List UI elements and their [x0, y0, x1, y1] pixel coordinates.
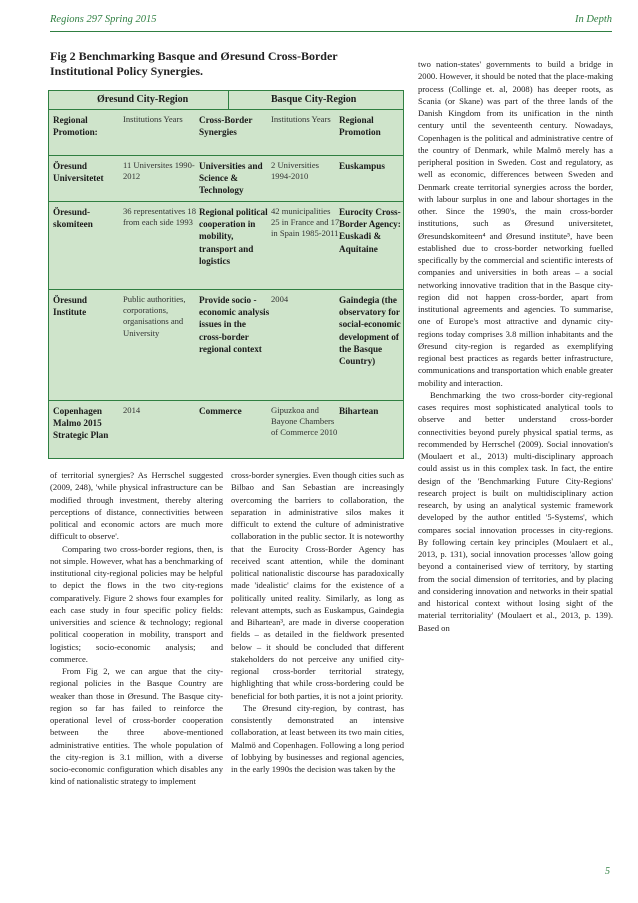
paragraph: From Fig 2, we can argue that the city-regional policies in the Basque Country are weaker than those in Øresund. The Basque city-region so far has failed to reinforce the operational level of cross-border cooperation between the three above-mentioned administrative entities. The whole population of the city-region is 3.1 million, with a diverse socio-economic configuration which disables any kind of nationalistic strategy to implement — [50, 666, 223, 787]
body-column-2 — [231, 469, 404, 775]
cell: Regional political cooperation in mobility, transport and logistics — [199, 207, 268, 266]
cell: Copenhagen Malmo 2015 Strategic Plan — [53, 406, 109, 441]
cell: Provide socio -economic analysis issues in the cross-border regional context — [199, 295, 270, 354]
cell: Bihartean — [339, 406, 379, 416]
body-column-1 — [50, 469, 223, 788]
header-oresund: Øresund City-Region — [97, 94, 189, 105]
journal-header: Regions 297 Spring 2015 — [50, 14, 157, 25]
cell: 42 municipalities 25 in France and 17 in Spain 1985-2011 — [271, 206, 340, 239]
cell: Öresund Institute — [53, 295, 88, 318]
table-header — [49, 91, 403, 110]
header-basque: Basque City-Region — [271, 94, 357, 105]
cell: Cross-Border Synergies — [199, 115, 253, 138]
cell: 36 representatives 18 from each side 1993 — [123, 206, 197, 228]
cell: Institutions Years — [123, 114, 183, 124]
cell: Gipuzkoa and Bayone Chambers of Commerce 2010 — [271, 405, 338, 438]
figure-title: Fig 2 Benchmarking Basque and Øresund Cross-Border Institutional Policy Synergies. — [50, 49, 338, 78]
cell: Universities and Science & Technology — [199, 161, 263, 196]
table-row — [49, 400, 403, 458]
cell: 11 Universites 1990-2012 — [123, 160, 195, 182]
table-row — [49, 109, 403, 156]
cell: Gaindegia (the observatory for social-economic development of the Basque Country) — [339, 295, 401, 367]
cell: 2014 — [123, 405, 141, 415]
paragraph: two nation-states' governments to build a bridge in 2000. However, it should be noted that the place-making process (Collinge et. al, 2008) has deeper roots, as Scania (or Skane) was part of the three lands of the Danish Kingdom from its unification in the ninth century until the seventeenth century. Nowadays, Copenhagen is the political and administrative centre of the country of Denmark, while Malmö merely has a peripheral position in Sweden. Cost and regulatory, as well as economic, differences between Sweden and Denmark create territorial synergies across the border, with labour surplus in one and labour shortages in the other. Since the 1990's, the main cross-border institutions, such as Øresund universitetet, Øresundskomiteen⁴ and Øresund institute⁵, have been established due to cross-border networking fuelled specifically by the commercial and scientific interests of companies and universities in both areas – a social networking innovative tradition that in the Basque city-region did not happen cross-border, apart from institutional agreements and agencies. To summarise, one of Europe's most attractive and dynamic city-regions today comprises 3.8 million inhabitants and the Øresund city-region is regarded as exemplifying regional best practices as regards better infrastructure, communications and transportation which enable greater mobility and interaction. — [418, 59, 613, 388]
benchmark-table — [48, 90, 404, 459]
paragraph: cross-border synergies. Even though cities such as Bilbao and San Sebastian are increasingly overcoming the barriers to collaboration, the separation in administrative silos makes it difficult to extend the culture of administrative collaboration in the public sector. It is noteworthy that the Eurocity Cross-Border Agency has received scant attention, while the dominant political nationalistic discourse has paradoxically made 'idealistic' claims for the existence of a politically united reality. Similarly, as long as relevant attempts, such as Euskampus, Gaindegia and Bihartean³, are made in diverse cooperation fields – as detailed in the fieldwork presented below – it should be concluded that different stakeholders do not perceive any unified city-regional cross-border territorial strategy, highlighting that while cross-bordering could be beneficial for both parties, it is not a joint priority. — [231, 470, 404, 701]
header-rule — [50, 31, 612, 32]
page-number: 5 — [605, 866, 610, 877]
cell: Public authorities, corporations, organisations and University — [123, 294, 186, 338]
body-column-3 — [418, 58, 613, 634]
cell: Euskampus — [339, 161, 385, 171]
header-divider — [228, 91, 229, 109]
cell: Regional Promotion — [339, 115, 381, 138]
paragraph: Comparing two cross-border regions, then, is not simple. However, what has a benchmarking of institutional city-regional policies may be helpful to depict the flows in the two city-regions comparatively. Figure 2 shows four examples for each case study in four specific policy fields: universities and science & technology; regional political cooperation in mobility, transport and logistics; socio-economic analysis; and commerce. — [50, 543, 223, 664]
cell: Commerce — [199, 406, 242, 416]
table-row — [49, 155, 403, 202]
cell: Öresund-skomiteen — [53, 207, 93, 230]
paragraph: The Øresund city-region, by contrast, has consistently demonstrated an intensive collaboration, at least between its two main cities, Malmö and Copenhagen. Following a long period of lobbying by businesses and regional agencies, in the early 1990s the decision was taken by the — [231, 702, 404, 774]
cell: 2 Universities 1994-2010 — [271, 160, 319, 182]
paragraph: of territorial synergies? As Herrschel suggested (2009, 248), 'while physical infrastructure can be modified through investment, thereby altering perceptions of distance, connectivities between political and economic actors are much more difficult to observe'. — [50, 470, 223, 542]
section-header: In Depth — [574, 14, 612, 25]
cell: 2004 — [271, 294, 289, 304]
cell: Öresund Universitetet — [53, 161, 104, 184]
table-row — [49, 289, 403, 401]
paragraph: Benchmarking the two cross-border city-regional cases requires most sophisticated analytical tools to observe and better understand cross-border connectivities beyond purely physical spatial terms, as recommended by Herrschel (2009). Social innovation's (Moulaert et al., 2013) multi-disciplinary approach could assist us in this complex task. In fact, the entire design of the 'Benchmarking Future City-Regions' research project is built on multidisciplinary action research, by using an analytical systemic framework developed by the author entitled '5-Systems', which compares social innovation processes in city-regions. By following certain key principles (Moulaert et al., 2013, p. 131), social innovation processes 'allow going beyond a containerised view of territory, by starting from the social dimension of territories, and by placing and considering innovation and networks in their spatial and historical context without losing sight of the material territoriality' (Moulaert et al., 2013, p. 139). Based on — [418, 389, 613, 633]
cell: Regional Promotion: — [53, 115, 98, 138]
cell: Institutions Years — [271, 114, 331, 124]
table-row — [49, 201, 403, 290]
cell: Eurocity Cross-Border Agency: Euskadi & Aquitaine — [339, 207, 401, 254]
